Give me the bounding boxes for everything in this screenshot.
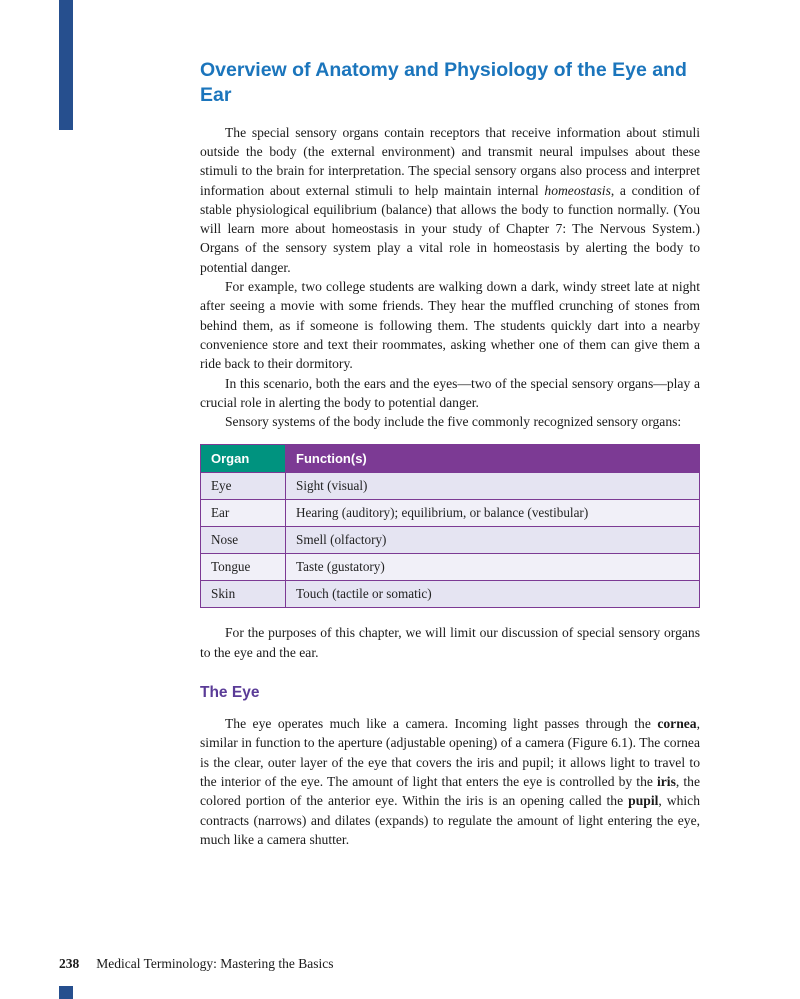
bold-term: cornea bbox=[657, 716, 697, 732]
table-row bbox=[201, 554, 700, 581]
subsection-heading-the-eye: The Eye bbox=[200, 684, 260, 702]
table-row bbox=[201, 500, 700, 527]
text-run: , which contracts (narrows) and dilates (expands) to regulate the amount of light entering the eye, much like a camera shutter. bbox=[200, 793, 700, 847]
page-footer bbox=[59, 956, 334, 972]
function-cell: Touch (tactile or somatic) bbox=[286, 581, 700, 608]
function-cell: Hearing (auditory); equilibrium, or balance (vestibular) bbox=[286, 500, 700, 527]
text-run: , the colored portion of the anterior eye. Within the iris is an opening called the bbox=[200, 773, 700, 809]
section-heading: Overview of Anatomy and Physiology of the Eye and Ear bbox=[200, 59, 687, 107]
table-header-row bbox=[201, 445, 700, 473]
intro-paragraph-3 bbox=[200, 374, 700, 413]
page-number: 238 bbox=[59, 956, 80, 971]
intro-paragraph-2 bbox=[200, 277, 700, 373]
table-row bbox=[201, 581, 700, 608]
text-run: , a condition of stable physiological equilibrium (balance) that allows the body to function normally. (You will learn more about homeostasis in your study of Chapter 7: The Nervous System.) Organs of the sensory system play a vital role in homeostasis by alerting the body to potential danger. bbox=[200, 182, 700, 275]
text-run: Sensory systems of the body include the five commonly recognized sensory organs: bbox=[225, 414, 682, 430]
italic-term: homeostasis bbox=[544, 182, 611, 198]
page-edge-bar-top bbox=[59, 0, 73, 130]
bold-term: iris bbox=[657, 773, 676, 789]
organ-cell: Ear bbox=[201, 500, 286, 527]
organ-cell: Skin bbox=[201, 581, 286, 608]
text-run: In this scenario, both the ears and the eyes—two of the special sensory organs—play a crucial role in alerting the body to potential danger. bbox=[200, 375, 700, 410]
function-cell: Sight (visual) bbox=[286, 473, 700, 500]
table-row bbox=[201, 527, 700, 554]
table-header-organ: Organ bbox=[201, 445, 286, 473]
table-row bbox=[201, 473, 700, 500]
after-table-paragraph bbox=[200, 623, 700, 662]
page-content bbox=[200, 58, 700, 849]
organ-cell: Nose bbox=[201, 527, 286, 554]
intro-paragraph-1 bbox=[200, 123, 700, 277]
sensory-organs-table bbox=[200, 444, 700, 608]
function-cell: Smell (olfactory) bbox=[286, 527, 700, 554]
text-run: For example, two college students are walking down a dark, windy street late at night after seeing a movie with some friends. They hear the muffled crunching of stones from behind them, as if someone is following them. The students quickly dart into a nearby convenience store and text their roommates, asking whether one of them can give them a ride back to their dormitory. bbox=[200, 279, 700, 372]
organ-cell: Eye bbox=[201, 473, 286, 500]
text-run: The eye operates much like a camera. Incoming light passes through the bbox=[225, 716, 658, 732]
organ-cell: Tongue bbox=[201, 554, 286, 581]
bold-term: pupil bbox=[628, 793, 659, 809]
eye-paragraph-1 bbox=[200, 714, 700, 849]
intro-paragraph-4 bbox=[200, 412, 700, 431]
table-header-functions: Function(s) bbox=[286, 445, 700, 473]
book-title: Medical Terminology: Mastering the Basics bbox=[96, 956, 334, 971]
text-run: The special sensory organs contain receptors that receive information about stimuli outside the body (the external environment) and transmit neural impulses about these stimuli to the brain for interpretation. The special sensory organs also process and interpret information about external stimuli to help maintain internal bbox=[200, 124, 700, 198]
function-cell: Taste (gustatory) bbox=[286, 554, 700, 581]
text-run: For the purposes of this chapter, we will limit our discussion of special sensory organs to the eye and the ear. bbox=[200, 625, 700, 660]
text-run: , similar in function to the aperture (adjustable opening) of a camera (Figure 6.1). The cornea is the clear, outer layer of the eye that covers the iris and pupil; it allows light to travel to the interior of the eye. The amount of light that enters the eye is controlled by the bbox=[200, 716, 700, 789]
page-edge-bar-bottom bbox=[59, 986, 73, 999]
